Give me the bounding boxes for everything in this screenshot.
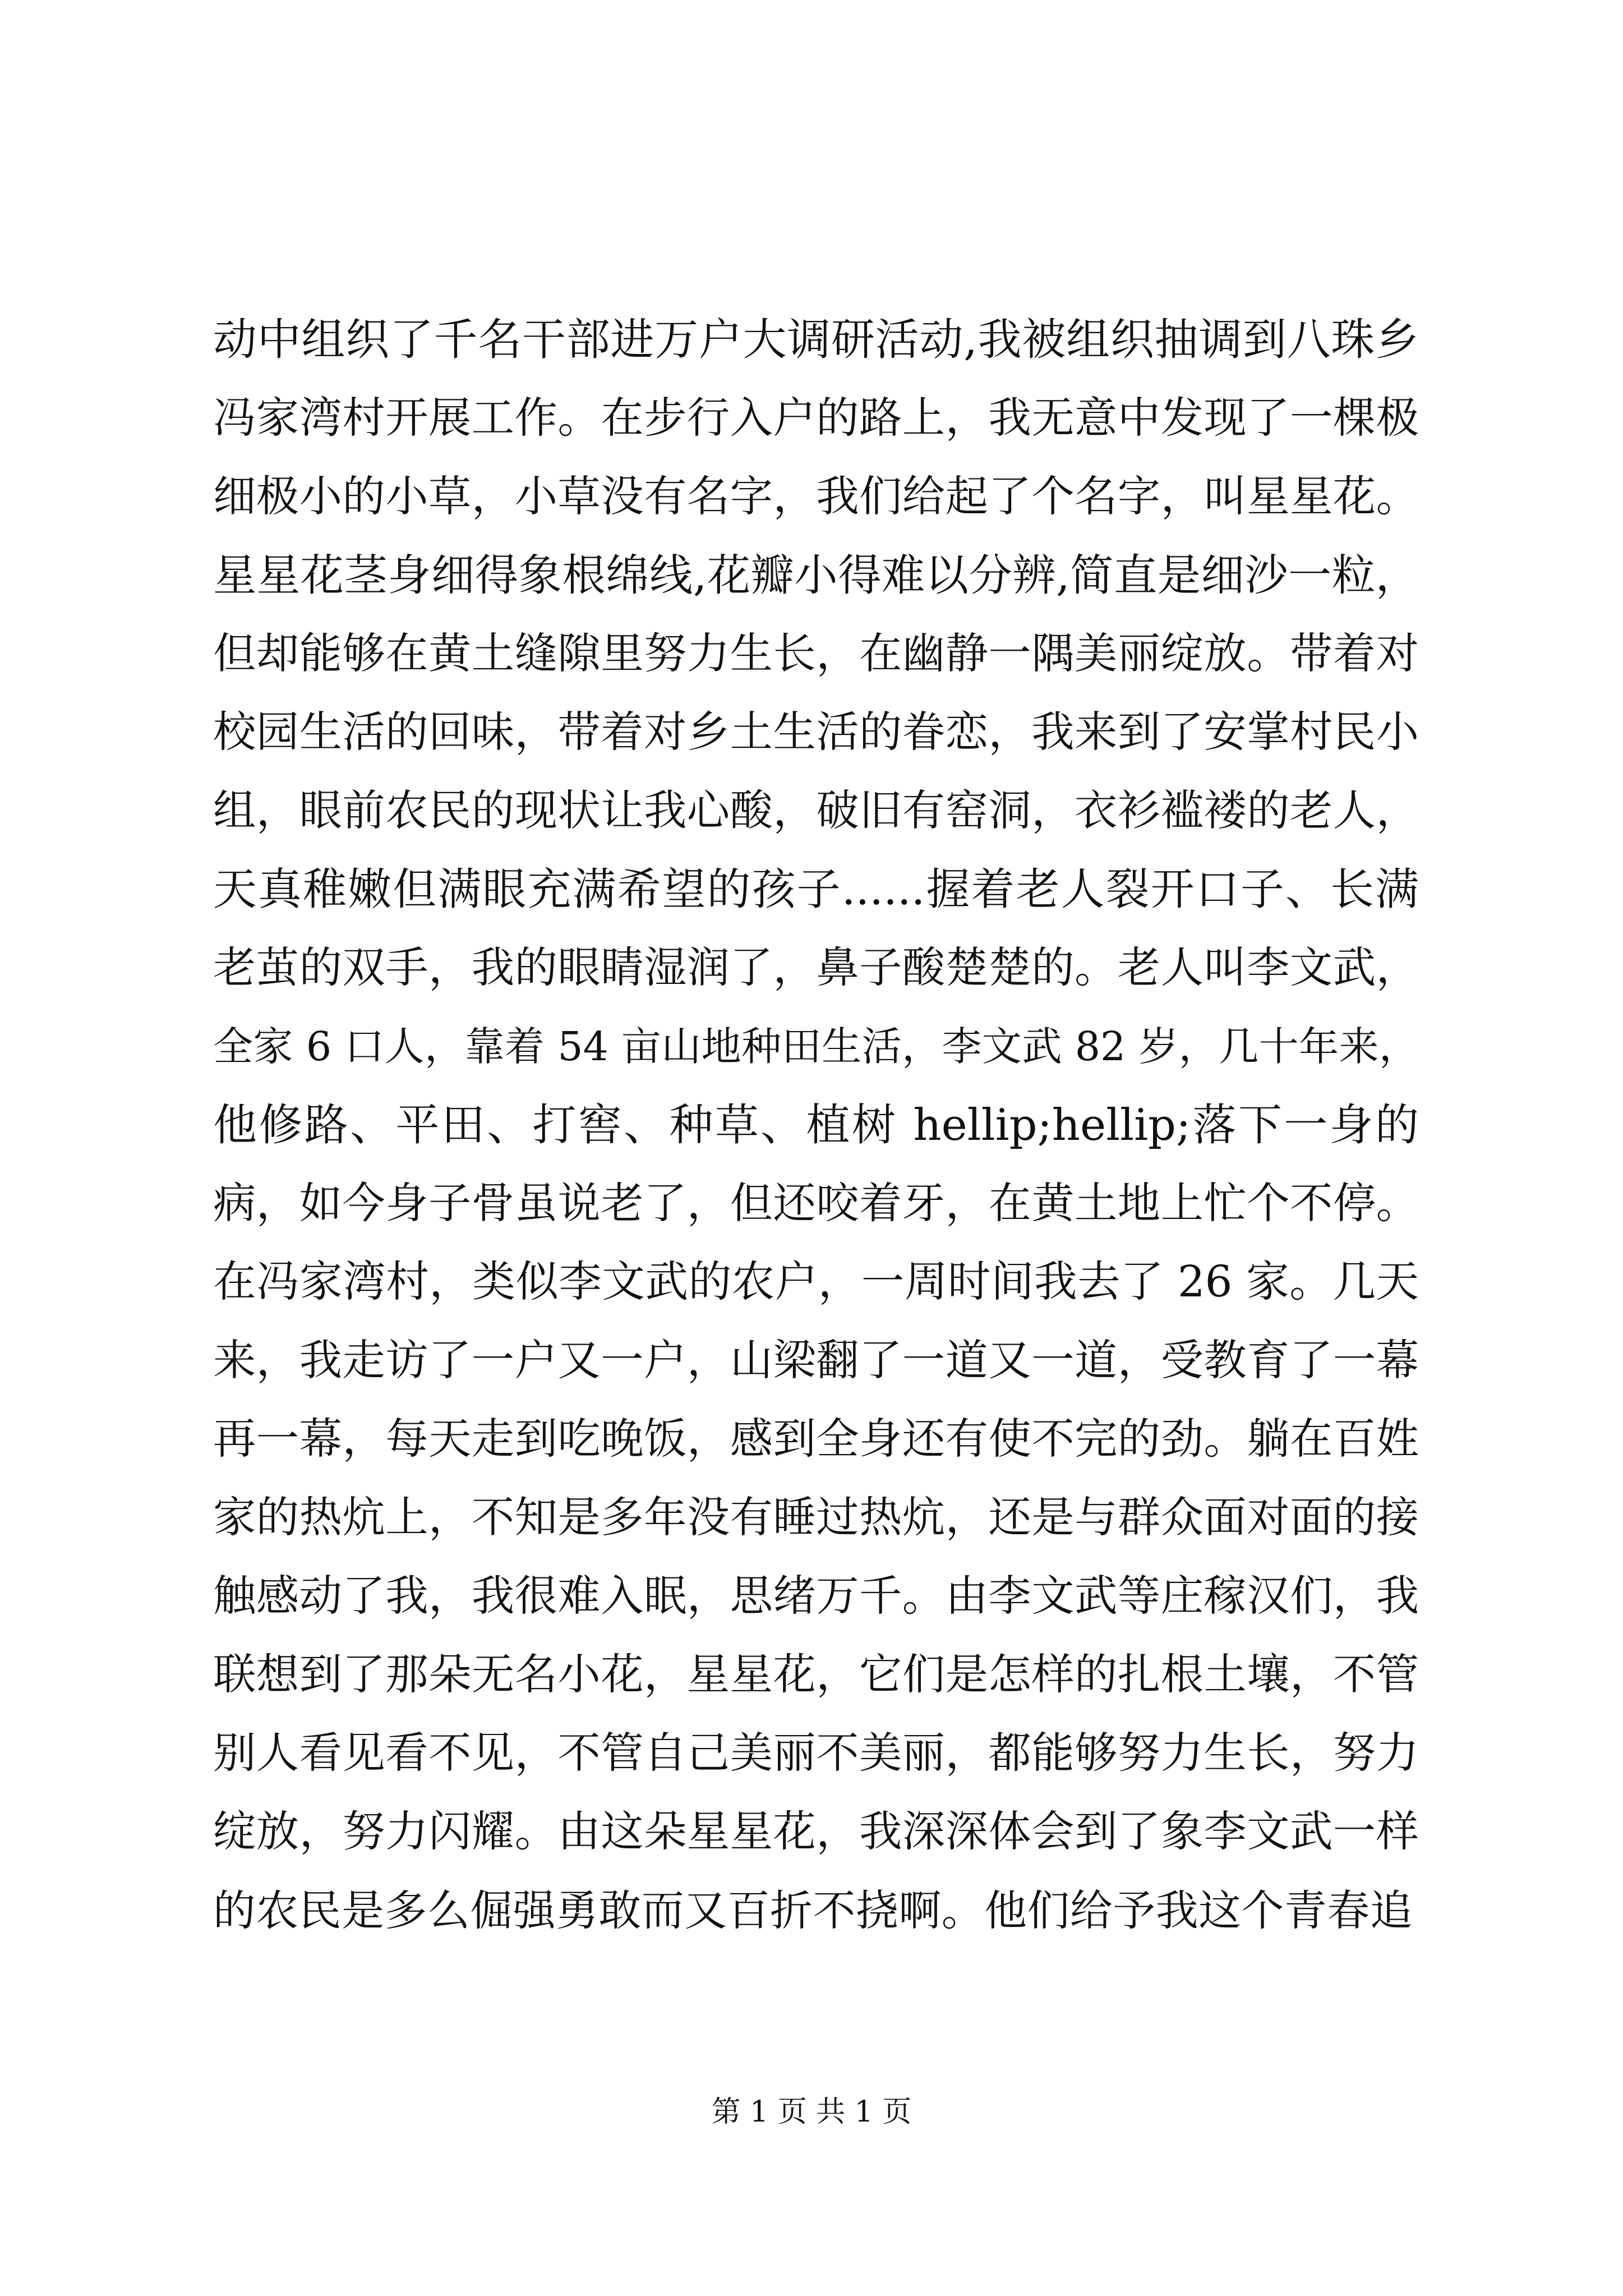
- text-line: 校园生活的回味，带着对乡土生活的眷恋，我来到了安掌村民小: [213, 707, 1419, 757]
- page-footer: 第 1 页 共 1 页: [711, 2095, 912, 2129]
- text-line: 在冯家湾村，类似李文武的农户，一周时间我去了 26 家。几天: [213, 1257, 1419, 1307]
- text-line: 他修路、平田、打窖、种草、植树 hellip;hellip;落下一身的: [213, 1100, 1419, 1151]
- text-line: 动中组织了千名干部进万户大调研活动,我被组织抽调到八珠乡: [213, 315, 1419, 365]
- text-line: 但却能够在黄土缝隙里努力生长，在幽静一隅美丽绽放。带着对: [213, 629, 1419, 679]
- text-line: 联想到了那朵无名小花，星星花，它们是怎样的扎根土壤，不管: [213, 1650, 1419, 1700]
- text-line: 细极小的小草，小草没有名字，我们给起了个名字，叫星星花。: [213, 472, 1419, 522]
- text-line: 冯家湾村开展工作。在步行入户的路上，我无意中发现了一棵极: [213, 393, 1419, 443]
- text-line: 再一幕，每天走到吃晚饭，感到全身还有使不完的劲。躺在百姓: [213, 1414, 1419, 1464]
- text-line: 全家 6 口人，靠着 54 亩山地种田生活，李文武 82 岁，几十年来，: [213, 1023, 1419, 1070]
- text-line: 绽放，努力闪耀。由这朵星星花，我深深体会到了象李文武一样: [213, 1807, 1419, 1857]
- text-line: 触感动了我，我很难入眠，思绪万千。由李文武等庄稼汉们，我: [213, 1571, 1419, 1621]
- text-line: 老茧的双手，我的眼睛湿润了，鼻子酸楚楚的。老人叫李文武，: [213, 943, 1419, 993]
- text-line: 组，眼前农民的现状让我心酸，破旧有窑洞，衣衫褴褛的老人，: [213, 786, 1419, 836]
- text-line: 家的热炕上，不知是多年没有睡过热炕，还是与群众面对面的接: [213, 1493, 1419, 1543]
- text-line: 的农民是多么倔强勇敢而又百折不挠啊。他们给予我这个青春追: [213, 1886, 1413, 1935]
- text-line: 别人看见看不见，不管自己美丽不美丽，都能够努力生长，努力: [213, 1728, 1419, 1778]
- text-line: 天真稚嫩但满眼充满希望的孩子......握着老人裂开口子、长满: [213, 864, 1419, 915]
- text-line: 来，我走访了一户又一户，山梁翻了一道又一道，受教育了一幕: [213, 1336, 1419, 1386]
- text-line: 星星花茎身细得象根绵线,花瓣小得难以分辨,简直是细沙一粒，: [213, 550, 1419, 601]
- body-text: [213, 301, 1419, 1950]
- text-line: 病，如今身子骨虽说老了，但还咬着牙，在黄土地上忙个不停。: [213, 1179, 1419, 1228]
